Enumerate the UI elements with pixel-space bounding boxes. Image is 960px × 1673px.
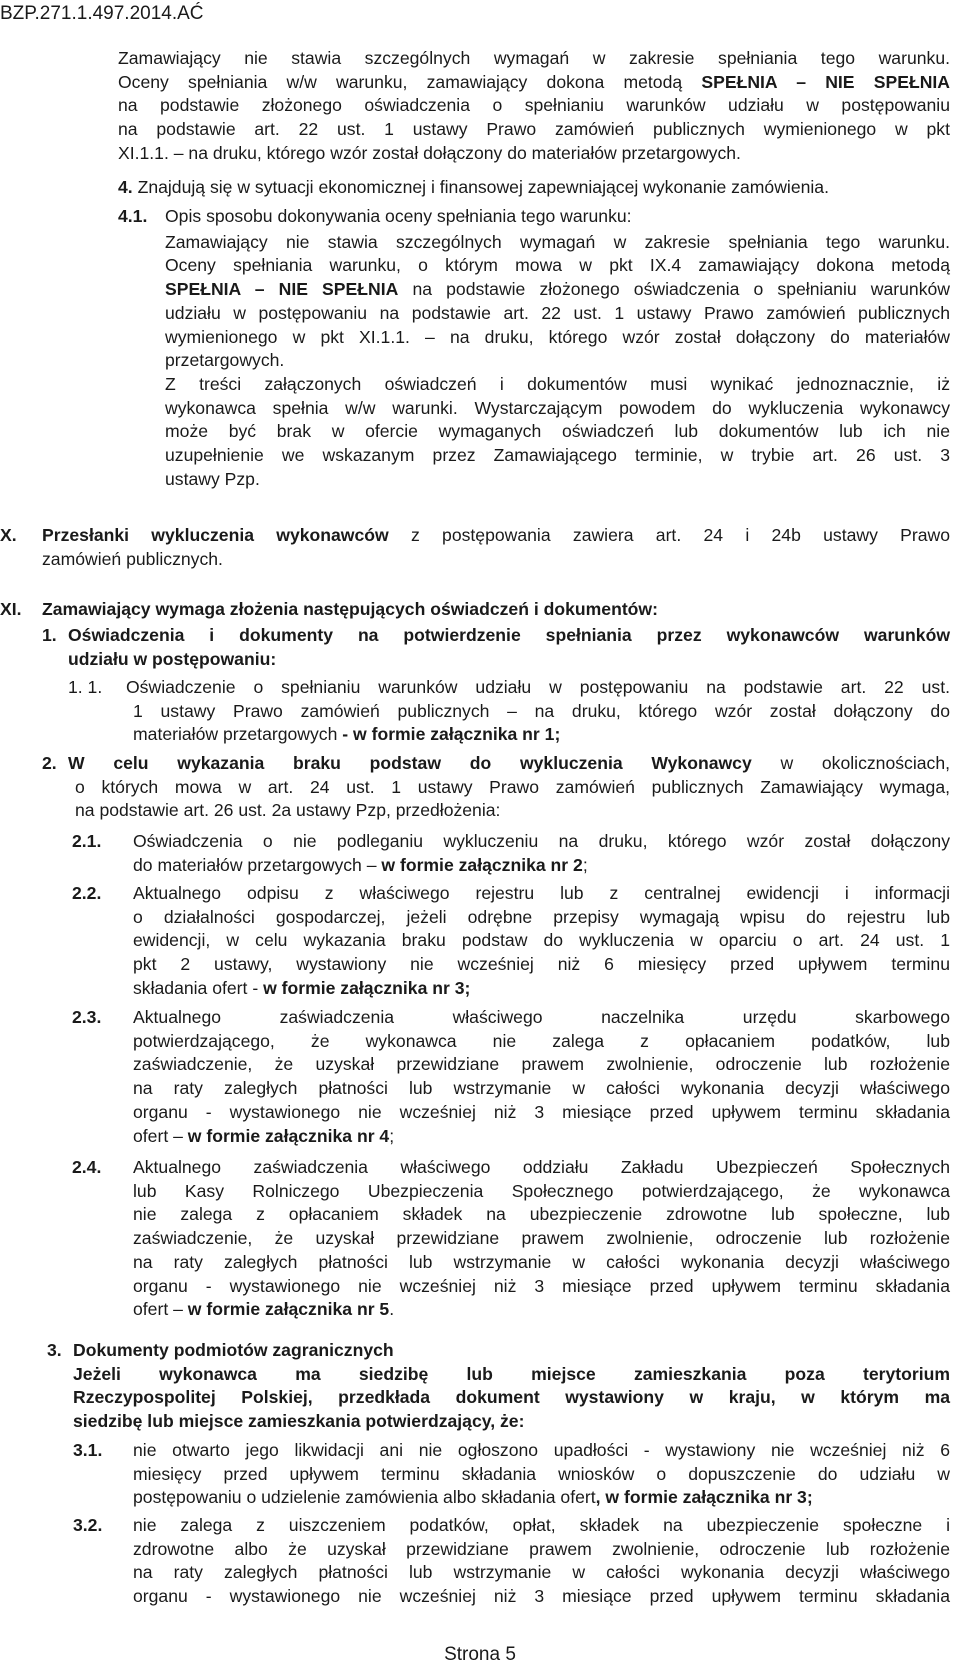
text-line: na podstawie art. 22 ust. 1 ustawy Prawo zamówień publicznych wymienionego w pkt [118, 119, 950, 140]
text-line: W celu wykazania braku podstaw do wykluczenia Wykonawcy w okolicznościach, [68, 753, 951, 773]
section-text: Znajdują się w sytuacji ekonomicznej i finansowej zapewniającej wykonanie zamówienia. [137, 177, 829, 197]
item-2-1 [133, 830, 950, 877]
item-3-2-number: 3.2. [73, 1515, 103, 1535]
item-2-2-number: 2.2. [72, 883, 102, 903]
section-4-1-number: 4.1. [118, 206, 148, 226]
text-line: organu - wystawionego nie wcześniej niż 3 miesiące przed upływem terminu składania [133, 1101, 950, 1122]
item-1-number: 1. [42, 625, 57, 645]
text-line: wykonawca spełnia w/w warunki. Wystarczającym powodem do wykluczenia wykonawcy [165, 397, 950, 418]
text-line: nie zalega z opłacaniem składek na ubezpieczenie zdrowotne lub społeczne, lub [133, 1204, 950, 1225]
text-line: Dokumenty podmiotów zagranicznych [73, 1340, 394, 1360]
text-line: organu - wystawionego nie wcześniej niż 3 miesiące przed upływem terminu składania [133, 1586, 950, 1607]
text-line: potwierdzającego, że wykonawca nie zalega z opłacaniem podatków, lub [133, 1030, 950, 1051]
text-line: udziału w postępowaniu: [68, 648, 277, 669]
text-line: miesięcy przed upływem terminu składania wniosków o dopuszczenie do udziału w [133, 1463, 950, 1484]
text-line: na raty zaległych płatności lub wstrzymanie w całości wykonania decyzji właściwego [133, 1078, 950, 1099]
text-line: organu - wystawionego nie wcześniej niż 3 miesiące przed upływem terminu składania [133, 1275, 950, 1296]
item-3-number: 3. [47, 1340, 62, 1360]
text-line: ewidencji, w celu wykazania braku podstaw do wykluczenia w oparciu o art. 24 ust. 1 [133, 930, 950, 951]
text-line: może być brak w ofercie wymaganych oświadczeń lub dokumentów lub ich nie [165, 421, 950, 442]
item-2-3 [133, 1006, 950, 1148]
item-1-1-number: 1. 1. [68, 677, 103, 697]
text-line: ustawy Pzp. [165, 468, 260, 489]
text-line: Rzeczypospolitej Polskiej, przedkłada dokument wystawiony w kraju, w którym ma [73, 1387, 950, 1408]
paragraph-condition-assessment [118, 47, 950, 166]
item-1 [68, 624, 950, 671]
text-line: udziału w postępowaniu na podstawie art. 22 ust. 1 ustawy Prawo zamówień publicznych [165, 302, 950, 323]
text-line: Przesłanki wykluczenia wykonawców z postępowania zawiera art. 24 i 24b ustawy Prawo [42, 525, 951, 545]
text-line: Z treści załączonych oświadczeń i dokumentów musi wynikać jednoznacznie, iż [165, 373, 950, 394]
section-4-1 [165, 205, 950, 491]
text-line: Oceny spełniania warunku, o którym mowa w pkt IX.4 zamawiający dokona metodą [165, 255, 950, 276]
text-line: Oświadczenia i dokumenty na potwierdzenie spełniania przez wykonawców warunków [68, 625, 950, 645]
section-4 [118, 176, 950, 200]
text-line: ofert – w formie załącznika nr 5. [133, 1299, 395, 1320]
item-2 [68, 752, 950, 823]
item-2-4 [133, 1156, 950, 1322]
text-line: na podstawie art. 26 ust. 2a ustawy Pzp, przedłożenia: [75, 800, 501, 821]
document-reference: BZP.271.1.497.2014.AĆ [0, 3, 204, 24]
text-line: wymienionego w pkt XI.1.1. – na druku, którego wzór został dołączony do materiałów [165, 326, 950, 347]
text-line: Jeżeli wykonawca ma siedzibę lub miejsce zamieszkania poza terytorium [73, 1363, 950, 1384]
text-line: ofert – w formie załącznika nr 4; [133, 1125, 395, 1146]
item-3-1 [133, 1439, 950, 1510]
text-line: zamówień publicznych. [42, 548, 223, 569]
item-2-4-number: 2.4. [72, 1157, 102, 1177]
text-line: na podstawie złożonego oświadczenia o spełnianiu warunków udziału w postępowaniu [118, 95, 950, 116]
text-line: Oświadczenie o spełnianiu warunków udziału w postępowaniu na podstawie art. 22 ust. [126, 677, 950, 697]
item-2-3-number: 2.3. [72, 1007, 102, 1027]
text-line: na raty zaległych płatności lub wstrzymanie w całości wykonania decyzji właściwego [133, 1562, 950, 1583]
text-line: pkt 2 ustawy, wystawiony nie wcześniej niż 6 miesięcy przed upływem terminu [133, 954, 950, 975]
item-3-1-number: 3.1. [73, 1440, 103, 1460]
item-3-2 [133, 1514, 950, 1609]
text-line: o których mowa w art. 24 ust. 1 ustawy Prawo zamówień publicznych Zamawiający wymaga, [75, 776, 950, 797]
item-1-1 [126, 676, 950, 747]
text-line: Zamawiający nie stawia szczególnych wymagań w zakresie spełniania tego warunku. [165, 231, 950, 252]
text-line: 1 ustawy Prawo zamówień publicznych – na druku, którego wzór został dołączony do [133, 700, 950, 721]
text-line: do materiałów przetargowych – w formie załącznika nr 2; [133, 854, 588, 875]
text-line: SPEŁNIA – NIE SPEŁNIA na podstawie złożonego oświadczenia o spełnianiu warunków [165, 279, 950, 300]
text-line: Aktualnego zaświadczenia właściwego oddziału Zakładu Ubezpieczeń Społecznych [133, 1157, 950, 1177]
text-line: składania ofert - w formie załącznika nr 3; [133, 977, 471, 998]
text-line: Oceny spełniania w/w warunku, zamawiający dokona metodą SPEŁNIA – NIE SPEŁNIA [118, 71, 950, 92]
text-line: Aktualnego odpisu z właściwego rejestru lub z centralnej ewidencji i informacji [133, 883, 950, 903]
text-line: przetargowych. [165, 350, 285, 371]
text-line: Zamawiający nie stawia szczególnych wymagań w zakresie spełniania tego warunku. [118, 48, 950, 68]
text-line: zaświadczenie, że uzyskał przewidziane prawem zwolnienie, odroczenie lub rozłożenie [133, 1228, 950, 1249]
text-line: Oświadczenia o nie podleganiu wykluczeniu na druku, którego wzór został dołączony [133, 831, 950, 851]
item-3 [73, 1339, 950, 1434]
text-line: lub Kasy Rolniczego Ubezpieczenia Społecznego potwierdzającego, że wykonawca [133, 1180, 950, 1201]
section-title: Opis sposobu dokonywania oceny spełniania tego warunku: [165, 206, 632, 226]
text-line: nie otwarto jego likwidacji ani nie ogłoszono upadłości - wystawiony nie wcześniej niż 6 [133, 1440, 950, 1460]
section-x [42, 524, 950, 571]
item-2-number: 2. [42, 753, 57, 773]
text-line: zaświadczenie, że uzyskał przewidziane prawem zwolnienie, odroczenie lub rozłożenie [133, 1054, 950, 1075]
text-line: nie zalega z uiszczeniem podatków, opłat, składek na ubezpieczenie społeczne i [133, 1515, 950, 1535]
section-number: 4. [118, 177, 133, 197]
text-line: postępowaniu o udzielenie zamówienia albo składania ofert, w formie załącznika nr 3; [133, 1487, 813, 1508]
text-line: o działalności gospodarczej, jeżeli odrębne przepisy wymagają wpisu do rejestru lub [133, 906, 950, 927]
text-line: uzupełnienie we wskazanym przez Zamawiającego terminie, w trybie art. 26 ust. 3 [165, 445, 950, 466]
text-line: materiałów przetargowych - w formie załącznika nr 1; [133, 724, 561, 745]
section-xi-number: XI. [0, 599, 22, 619]
section-x-number: X. [0, 525, 17, 545]
section-xi-title: Zamawiający wymaga złożenia następujących oświadczeń i dokumentów: [42, 599, 658, 619]
item-2-1-number: 2.1. [72, 831, 102, 851]
text-line: na raty zaległych płatności lub wstrzymanie w całości wykonania decyzji właściwego [133, 1251, 950, 1272]
page-number: Strona 5 [444, 1644, 516, 1665]
text-line: siedzibę lub miejsce zamieszkania potwierdzający, że: [73, 1411, 525, 1432]
item-2-2 [133, 882, 950, 1001]
text-line: XI.1.1. – na druku, którego wzór został dołączony do materiałów przetargowych. [118, 142, 741, 163]
text-line: zdrowotne albo że uzyskał przewidziane prawem zwolnienie, odroczenie lub rozłożenie [133, 1538, 950, 1559]
text-line: Aktualnego zaświadczenia właściwego naczelnika urzędu skarbowego [133, 1007, 950, 1027]
